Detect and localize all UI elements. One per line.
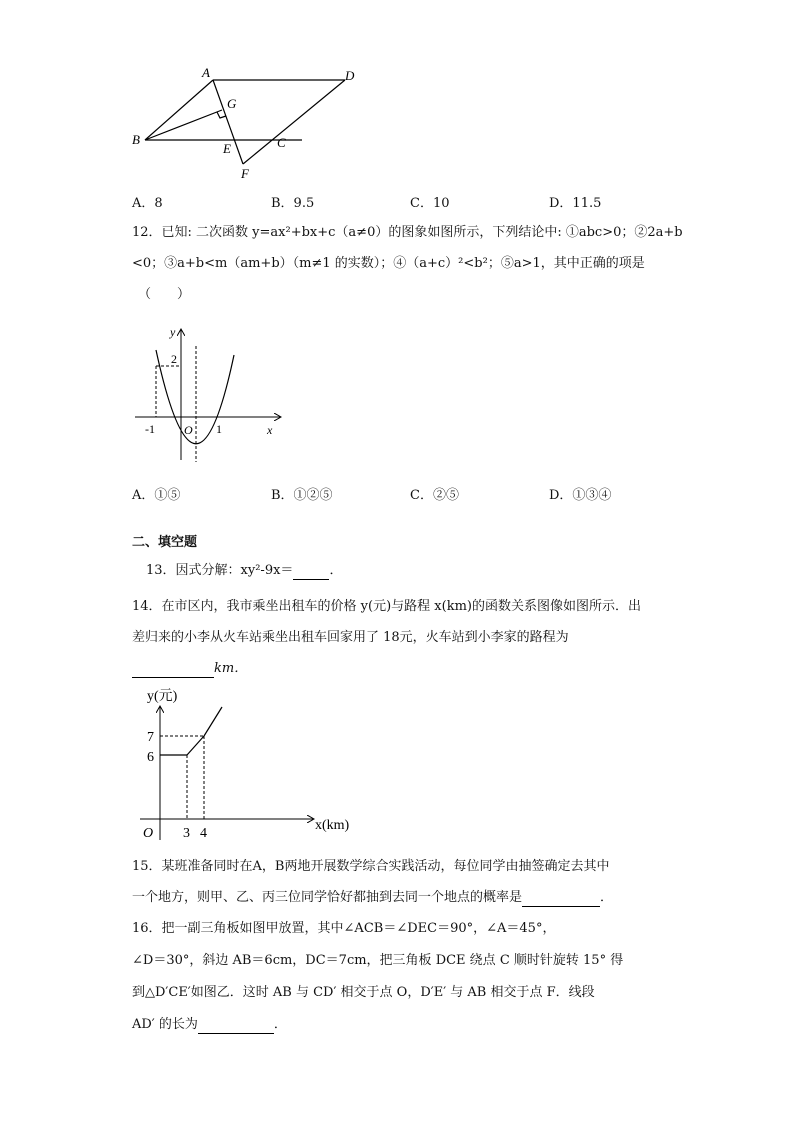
q15-line1: 15．某班准备同时在A，B两地开展数学综合实践活动，每位同学由抽签确定去其中 [132, 859, 610, 874]
q16-blank[interactable] [198, 1019, 274, 1034]
graph-y-label: y(元) [147, 689, 178, 704]
q15-text: 一个地方，则甲、乙、丙三位同学恰好都抽到去同一个地点的概率是 [132, 890, 523, 905]
origin-label: O [184, 423, 193, 437]
tick-2: 2 [171, 352, 177, 366]
q11-option-d: D．11.5 [549, 196, 602, 211]
q16-line1: 16．把一副三角板如图甲放置，其中∠ACB＝∠DEC＝90°，∠A＝45°， [132, 921, 556, 936]
q14-line3 [132, 660, 247, 678]
q13-tail: ． [329, 563, 343, 578]
graph-x-label: x(km) [315, 818, 350, 833]
q11-option-a: A．8 [132, 196, 163, 211]
label-B: B [132, 132, 140, 147]
tick-neg1: -1 [145, 422, 155, 436]
q16-tail: ． [273, 1017, 287, 1032]
label-F: F [241, 166, 249, 181]
axis-x-label: x [267, 423, 273, 437]
parabola-graph [130, 320, 290, 470]
q16-line3: 到△D′CE′如图乙．这时 AB 与 CD′ 相交于点 O，D′E′ 与 AB 相交于点 F．线段 [132, 985, 595, 1000]
axis-y-label: y [170, 325, 176, 339]
q14-unit: km． [214, 661, 248, 676]
q13 [146, 562, 342, 580]
graph-tick-6: 6 [147, 750, 154, 765]
taxi-fare-graph [135, 685, 360, 845]
q13-text: 13．因式分解：xy²-9x＝ [146, 563, 294, 578]
label-A: A [202, 65, 210, 80]
q15-line2 [132, 889, 613, 907]
q13-blank[interactable] [293, 565, 329, 580]
q12-option-c: C．②⑤ [410, 488, 459, 503]
q12-line3: （ ） [138, 287, 191, 302]
q15-tail: ． [600, 890, 614, 905]
graph-tick-7: 7 [147, 730, 154, 745]
q15-blank[interactable] [522, 892, 600, 907]
q12-option-b: B．①②⑤ [271, 488, 333, 503]
graph-tick-3: 3 [183, 826, 190, 841]
q16-text: AD′ 的长为 [132, 1017, 198, 1032]
q14-line2: 差归来的小李从火车站乘坐出租车回家用了 18元，火车站到小李家的路程为 [132, 630, 569, 645]
q14-blank[interactable] [132, 663, 214, 678]
q16-line4 [132, 1016, 287, 1034]
q12-option-d: D．①③④ [549, 488, 612, 503]
label-D: D [345, 68, 355, 83]
graph-origin: O [143, 826, 154, 841]
q14-line1: 14．在市区内，我市乘坐出租车的价格 y(元)与路程 x(km)的函数关系图像如图所示．出 [132, 599, 641, 614]
q11-option-c: C．10 [410, 196, 450, 211]
tick-1: 1 [216, 422, 222, 436]
q12-option-a: A．①⑤ [132, 488, 181, 503]
label-C: C [277, 135, 286, 150]
q16-line2: ∠D＝30°，斜边 AB＝6cm，DC＝7cm，把三角板 DCE 绕点 C 顺时针旋转 15° 得 [132, 953, 624, 968]
section-title: 二、填空题 [132, 535, 198, 550]
q12-line1: 12．已知: 二次函数 y=ax²+bx+c（a≠0）的图象如图所示，下列结论中: ①abc>0；②2a+b [132, 225, 683, 240]
parallelogram-figure [125, 60, 370, 185]
graph-tick-4: 4 [200, 826, 207, 841]
label-E: E [223, 141, 231, 156]
label-G: G [227, 96, 237, 111]
q11-option-b: B．9.5 [271, 196, 315, 211]
q12-line2: <0；③a+b<m（am+b）（m≠1 的实数）；④（a+c）²<b²；⑤a>1，其中正确的项是 [132, 256, 645, 271]
